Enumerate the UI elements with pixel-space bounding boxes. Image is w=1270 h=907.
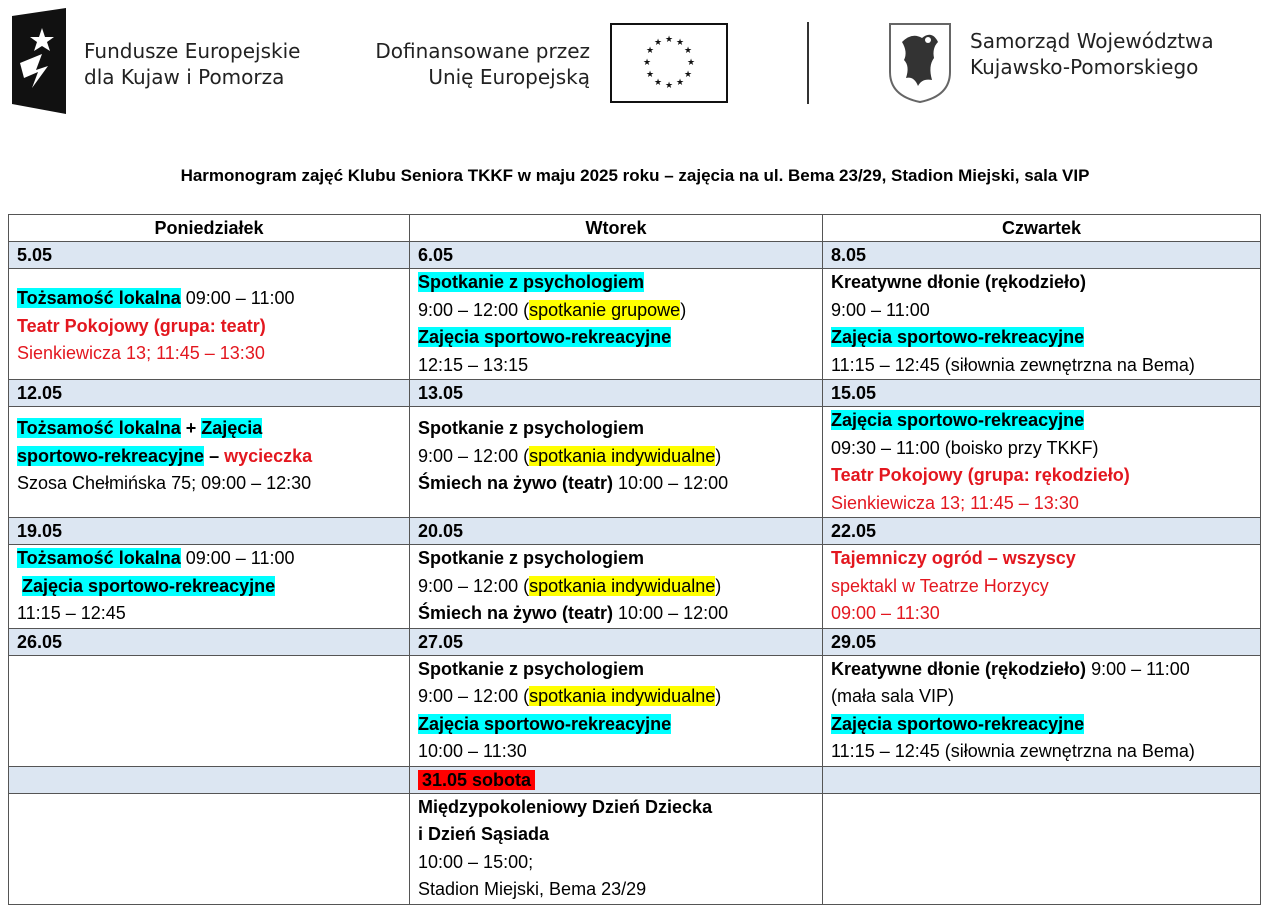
schedule-cell — [410, 793, 823, 904]
svg-text:★: ★ — [686, 58, 696, 68]
activity-location: spektakl w Teatrze Horzycy — [831, 575, 1049, 596]
table-row — [9, 545, 1261, 629]
activity-name: Tajemniczy ogród – wszyscy — [831, 548, 1076, 568]
date-cell: 29.05 — [823, 628, 1261, 655]
date-cell: 6.05 — [410, 242, 823, 269]
svg-text:★: ★ — [683, 46, 693, 56]
event-name: Międzypokoleniowy Dzień Dziecka — [418, 796, 713, 817]
activity-name: Kreatywne dłonie (rękodzieło) — [831, 658, 1087, 679]
activity-time: 09:00 – 11:30 — [831, 603, 940, 623]
schedule-cell: Tożsamość lokalna 09:00 – 11:00 Zajęcia sportowo-rekreacyjne 11:15 – 12:45 — [9, 545, 410, 629]
svg-text:★: ★ — [645, 70, 655, 80]
schedule-cell: Spotkanie z psychologiem 9:00 – 12:00 (spotkania indywidualne) Śmiech na żywo (teatr) 10:00 – 12:00 — [410, 545, 823, 629]
activity-name: Zajęcia sportowo-rekreacyjne — [831, 327, 1085, 347]
activity-time: 11:15 – 12:45 (siłownia zewnętrzna na Bema) — [831, 354, 1195, 375]
activity-name: Spotkanie z psychologiem — [418, 418, 645, 438]
activity-name: Zajęcia sportowo-rekreacyjne — [418, 327, 672, 347]
date-cell — [823, 766, 1261, 793]
svg-text:★: ★ — [642, 58, 652, 68]
svg-text:★: ★ — [675, 38, 685, 48]
schedule-cell: Tożsamość lokalna + Zajęcia sportowo-rekreacyjne – wycieczka Szosa Chełmińska 75; 09:00 – 12:30 — [9, 407, 410, 518]
header-logos — [0, 0, 1270, 130]
schedule-table — [8, 214, 1261, 905]
svg-text:★: ★ — [683, 70, 693, 80]
svg-text:★: ★ — [653, 78, 663, 88]
saturday-date-badge: 31.05 sobota — [418, 770, 535, 790]
date-row — [9, 380, 1261, 407]
date-cell: 8.05 — [823, 242, 1261, 269]
schedule-cell — [823, 269, 1261, 380]
activity-location: (mała sala VIP) — [831, 686, 955, 706]
activity-name: Tożsamość lokalna — [17, 288, 181, 308]
col-thursday: Czwartek — [823, 215, 1261, 242]
fundusze-text: Fundusze Europejskie dla Kujaw i Pomorza — [84, 39, 301, 89]
activity-time: 9:00 – 11:00 — [831, 299, 930, 320]
date-cell: 12.05 — [9, 380, 410, 407]
schedule-cell — [823, 407, 1261, 518]
activity-name: Śmiech na żywo (teatr) — [418, 603, 614, 623]
table-row — [9, 269, 1261, 380]
activity-time: 09:00 – 11:00 — [180, 288, 295, 308]
activity-note: spotkania indywidualne — [529, 575, 716, 596]
fundusze-europejskie-logo — [12, 8, 66, 114]
activity-name: Zajęcia sportowo-rekreacyjne — [418, 713, 672, 734]
date-cell: 5.05 — [9, 242, 410, 269]
date-cell — [410, 766, 823, 793]
samorzad-text: Samorząd Województwa Kujawsko-Pomorskiego — [970, 29, 1214, 79]
date-row — [9, 766, 1261, 793]
activity-name: sportowo-rekreacyjne — [17, 445, 205, 466]
logo-divider — [807, 22, 809, 104]
eu-stars-icon — [612, 25, 726, 101]
activity-time: 10:00 – 11:30 — [418, 741, 527, 761]
schedule-cell — [823, 793, 1261, 904]
col-monday: Poniedziałek — [9, 215, 410, 242]
schedule-cell: Spotkanie z psychologiem 9:00 – 12:00 (spotkania indywidualne) Śmiech na żywo (teatr) 10:00 – 12:00 — [410, 407, 823, 518]
date-cell — [9, 766, 410, 793]
schedule-cell: Kreatywne dłonie (rękodzieło) 9:00 – 11:00 (mała sala VIP) Zajęcia sportowo-rekreacyjne 11:15 – 12:45 (siłownia zewnętrzna na Bema) — [823, 655, 1261, 766]
svg-text:★: ★ — [664, 35, 674, 45]
activity-name: Kreatywne dłonie (rękodzieło) — [831, 272, 1087, 292]
table-row — [9, 793, 1261, 904]
svg-text:★: ★ — [653, 38, 663, 48]
activity-name: Zajęcia sportowo-rekreacyjne — [831, 410, 1085, 430]
activity-name: Tożsamość lokalna — [17, 418, 181, 438]
activity-time: 11:15 – 12:45 (siłownia zewnętrzna na Bema) — [831, 741, 1195, 761]
date-cell: 15.05 — [823, 380, 1261, 407]
activity-note: spotkania indywidualne — [529, 686, 716, 706]
activity-name: Zajęcia sportowo-rekreacyjne — [22, 575, 276, 596]
activity-name: Teatr Pokojowy (grupa: rękodzieło) — [831, 465, 1130, 485]
activity-time: 09:30 – 11:00 (boisko przy TKKF) — [831, 437, 1099, 458]
dofinansowane-text: Dofinansowane przez Unię Europejską — [375, 39, 590, 89]
date-row — [9, 242, 1261, 269]
activity-note: spotkanie grupowe — [529, 299, 681, 320]
activity-location: Sienkiewicza 13; 11:45 – 13:30 — [17, 343, 265, 363]
table-row — [9, 407, 1261, 518]
activity-note: spotkania indywidualne — [529, 445, 716, 466]
svg-text:★: ★ — [664, 81, 674, 91]
date-cell: 27.05 — [410, 628, 823, 655]
trip-label: wycieczka — [224, 445, 313, 466]
activity-name: Śmiech na żywo (teatr) — [418, 473, 614, 493]
schedule-cell: Spotkanie z psychologiem 9:00 – 12:00 (spotkanie grupowe) Zajęcia sportowo-rekreacyjne 12:15 – 13:15 — [410, 269, 823, 380]
activity-name: Tożsamość lokalna — [17, 548, 181, 568]
activity-name: Spotkanie z psychologiem — [418, 272, 645, 292]
date-cell: 19.05 — [9, 518, 410, 545]
schedule-cell — [9, 269, 410, 380]
svg-text:★: ★ — [675, 78, 685, 88]
date-cell: 13.05 — [410, 380, 823, 407]
activity-name: Teatr Pokojowy (grupa: teatr) — [17, 315, 266, 336]
event-time: 10:00 – 15:00; — [418, 851, 534, 872]
svg-text:★: ★ — [645, 46, 655, 56]
event-name-cont: i Dzień Sąsiada — [418, 824, 550, 844]
schedule-cell — [9, 793, 410, 904]
activity-name: Zajęcia sportowo-rekreacyjne — [831, 713, 1085, 734]
activity-name: Spotkanie z psychologiem — [418, 658, 645, 679]
schedule-cell — [9, 655, 410, 766]
date-row — [9, 518, 1261, 545]
date-cell: 22.05 — [823, 518, 1261, 545]
event-location: Stadion Miejski, Bema 23/29 — [418, 879, 647, 899]
date-row — [9, 628, 1261, 655]
crest-icon — [888, 22, 952, 104]
date-cell: 26.05 — [9, 628, 410, 655]
table-row — [9, 655, 1261, 766]
schedule-cell: Spotkanie z psychologiem 9:00 – 12:00 (spotkania indywidualne) Zajęcia sportowo-rekreacyjne 10:00 – 11:30 — [410, 655, 823, 766]
activity-name: Spotkanie z psychologiem — [418, 548, 645, 568]
activity-location: Szosa Chełmińska 75; 09:00 – 12:30 — [17, 473, 312, 493]
page-title: Harmonogram zajęć Klubu Seniora TKKF w maju 2025 roku – zajęcia na ul. Bema 23/29, Stadion Miejski, sala VIP — [180, 166, 1090, 185]
col-tuesday: Wtorek — [410, 215, 823, 242]
activity-time: 12:15 – 13:15 — [418, 354, 529, 375]
activity-location: Sienkiewicza 13; 11:45 – 13:30 — [831, 492, 1079, 513]
schedule-cell — [823, 545, 1261, 629]
table-header-row — [9, 215, 1261, 242]
eu-flag — [610, 23, 728, 103]
date-cell: 20.05 — [410, 518, 823, 545]
activity-time: 11:15 – 12:45 — [17, 603, 126, 623]
